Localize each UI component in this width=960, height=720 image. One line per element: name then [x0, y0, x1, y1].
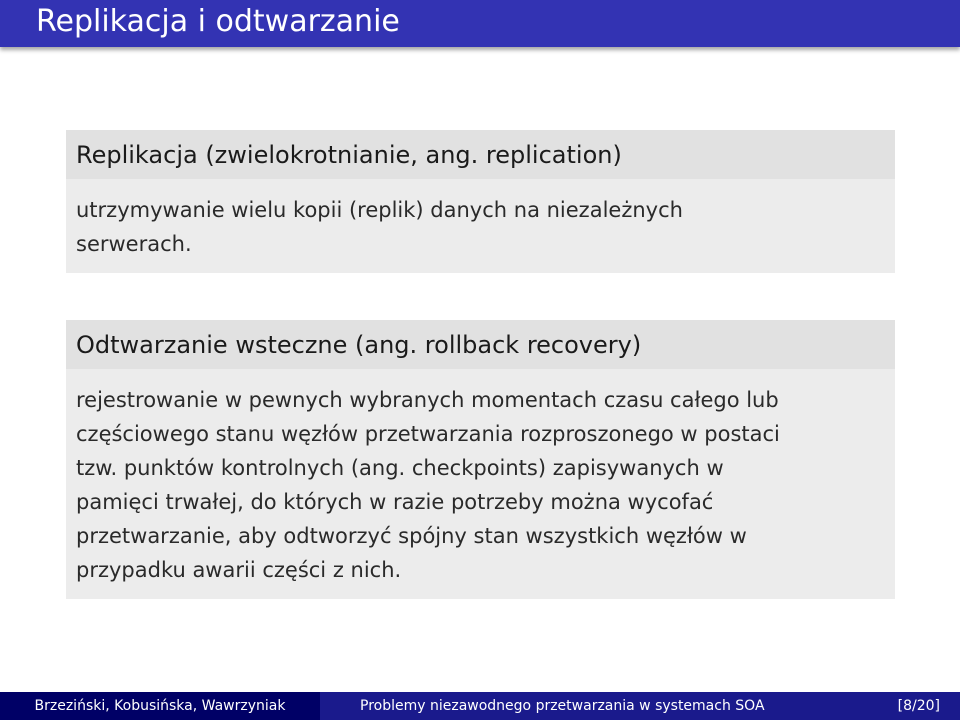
footer-talk-title: Problemy niezawodnego przetwarzania w systemach SOA [360, 698, 765, 714]
block-body-line: pamięci trwałej, do których w razie potrzeby można wycofać [76, 490, 714, 514]
block-body-line: tzw. punktów kontrolnych (ang. checkpoints) zapisywanych w [76, 456, 724, 480]
block-body-line: rejestrowanie w pewnych wybranych momentach czasu całego lub [76, 388, 779, 412]
block-body-line: częściowego stanu węzłów przetwarzania rozproszonego w postaci [76, 422, 780, 446]
block-title: Replikacja (zwielokrotnianie, ang. replication) [66, 130, 895, 179]
block-body-line: przetwarzanie, aby odtworzyć spójny stan wszystkich węzłów w [76, 524, 747, 548]
footer-authors: Brzeziński, Kobusińska, Wawrzyniak [0, 692, 320, 720]
block-body-line: przypadku awarii części z nich. [76, 558, 402, 582]
block-title: Odtwarzanie wsteczne (ang. rollback recovery) [66, 320, 895, 369]
footer [0, 692, 960, 720]
definition-block-rollback-recovery [66, 320, 895, 599]
definition-block-replication [66, 130, 895, 273]
footer-title-section [320, 692, 960, 720]
footer-page-number: [8/20] [897, 698, 940, 714]
title-bar [0, 0, 960, 47]
block-body [66, 179, 895, 273]
block-body [66, 369, 895, 599]
block-body-line: utrzymywanie wielu kopii (replik) danych na niezależnych [76, 198, 683, 222]
block-body-line: serwerach. [76, 232, 192, 256]
slide-title: Replikacja i odtwarzanie [36, 4, 400, 39]
